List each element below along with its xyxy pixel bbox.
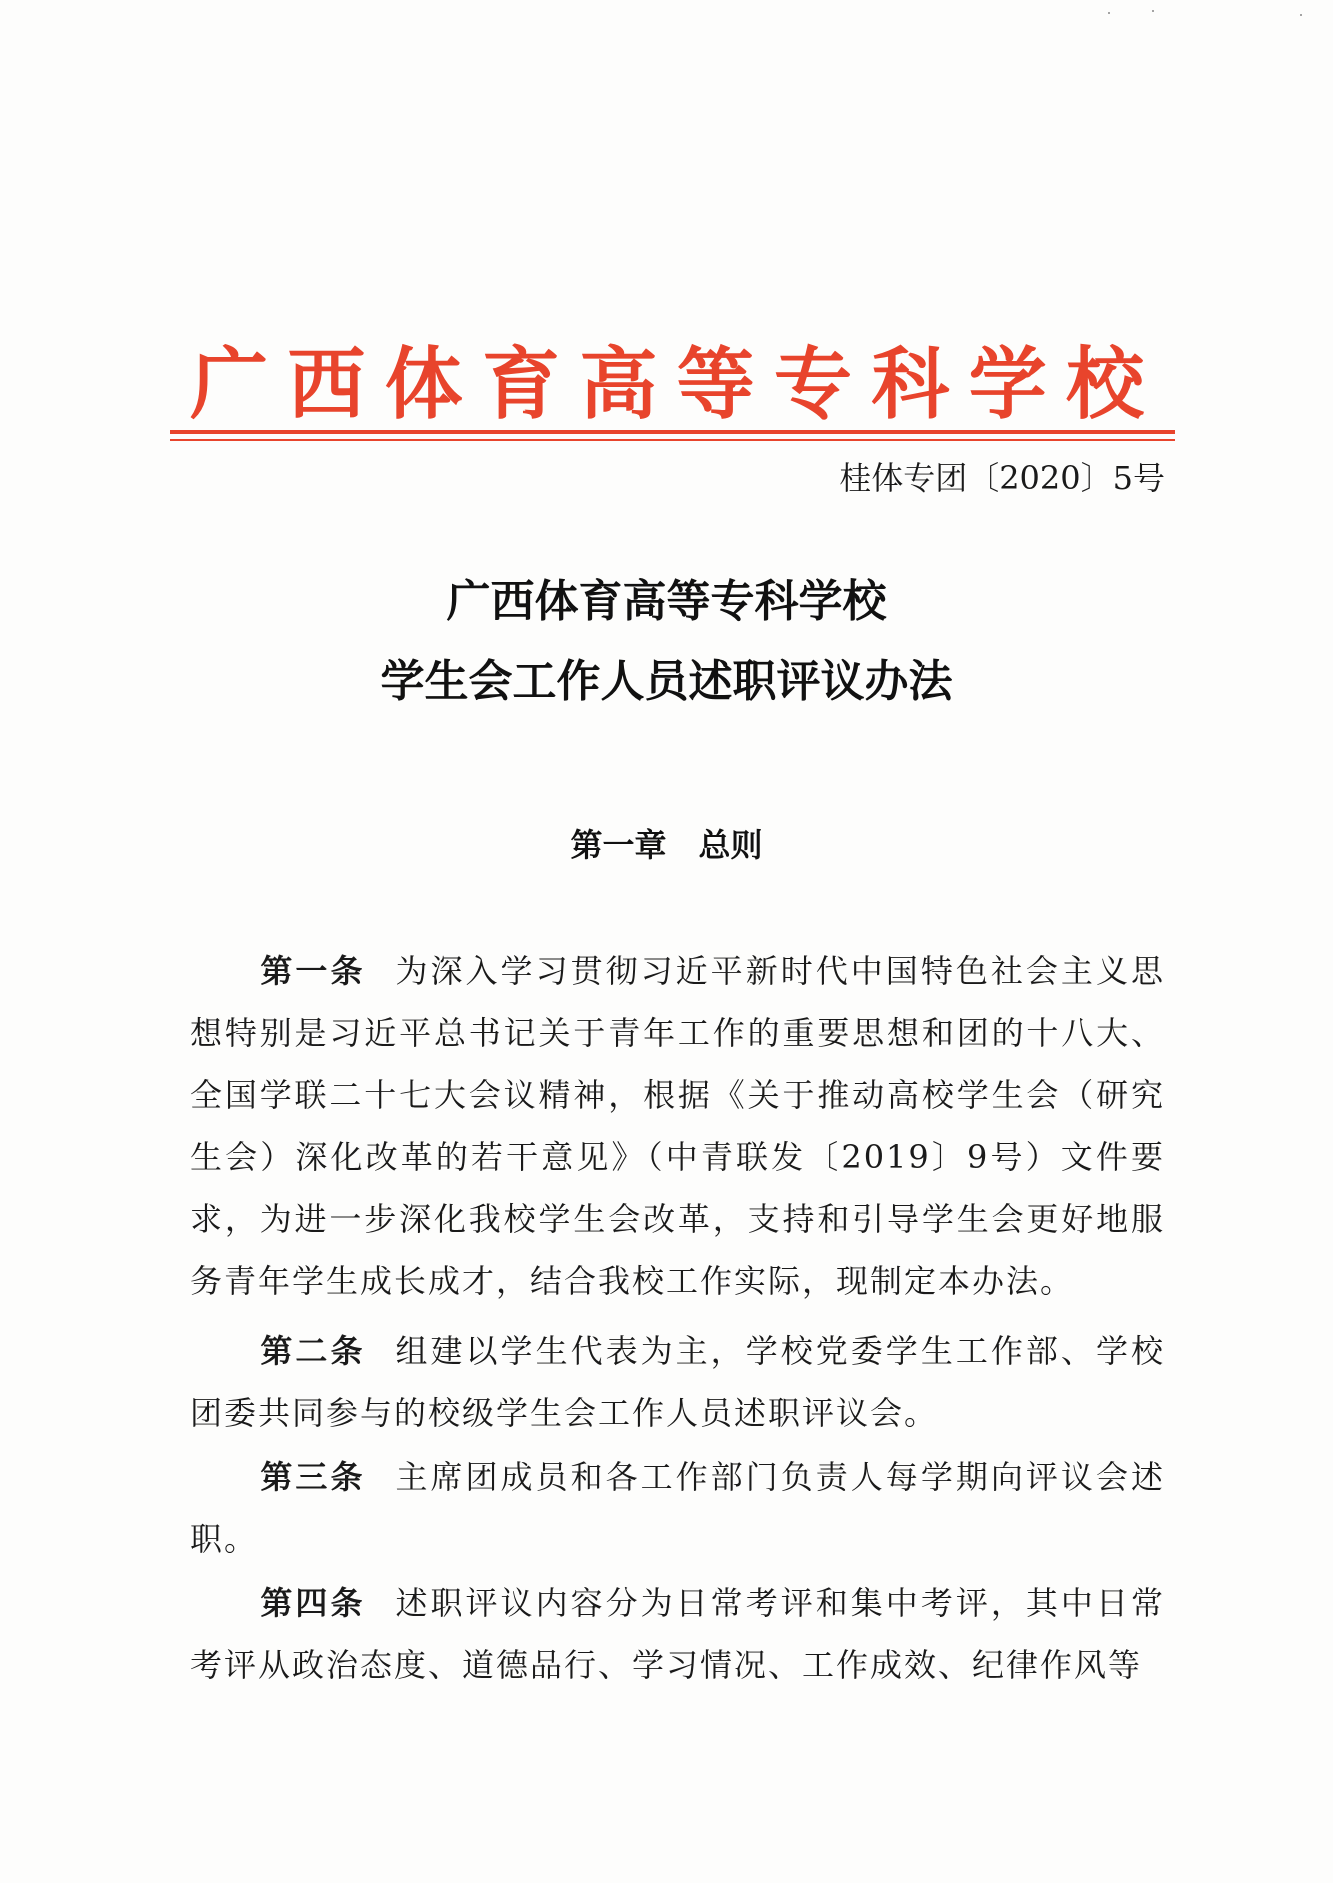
letterhead-red-rule-thin xyxy=(170,439,1175,441)
article-text: 述职评议内容分为日常考评和集中考评，其中日常考评从政治态度、道德品行、学习情况、工作成效、纪律作风等 xyxy=(190,1584,1165,1684)
article-text: 主席团成员和各工作部门负责人每学期向评议会述职。 xyxy=(190,1458,1165,1558)
scan-speck xyxy=(1108,12,1110,14)
document-title-line-2: 学生会工作人员述职评议办法 xyxy=(380,656,953,707)
article-text: 组建以学生代表为主，学校党委学生工作部、学校团委共同参与的校级学生会工作人员述职评议会。 xyxy=(190,1332,1165,1432)
scan-speck xyxy=(1300,14,1302,16)
article-2 xyxy=(190,1320,1165,1444)
document-number: 桂体专团〔2020〕5号 xyxy=(839,459,1165,497)
article-1 xyxy=(190,940,1165,1312)
article-4 xyxy=(190,1572,1165,1696)
document-title-line-1: 广西体育高等专科学校 xyxy=(446,576,887,627)
letterhead-red-rule xyxy=(170,430,1175,434)
article-label: 第四条 xyxy=(260,1584,366,1622)
letterhead xyxy=(170,330,1170,440)
article-text: 为深入学习贯彻习近平新时代中国特色社会主义思想特别是习近平总书记关于青年工作的重要思想和团的十八大、全国学联二十七大会议精神，根据《关于推动高校学生会（研究生会）深化改革的若干意见》（中青联发〔2019〕9号）文件要求，为进一步深化我校学生会改革，支持和引导学生会更好地服务青年学生成长成才，结合我校工作实际，现制定本办法。 xyxy=(190,952,1165,1300)
chapter-heading: 第一章 总则 xyxy=(570,826,763,864)
scan-speck xyxy=(1152,10,1154,12)
article-label: 第二条 xyxy=(260,1332,366,1370)
letterhead-org-name: 广西体育高等专科学校 xyxy=(190,339,1150,430)
article-label: 第一条 xyxy=(260,952,366,990)
article-label: 第三条 xyxy=(260,1458,366,1496)
article-3 xyxy=(190,1446,1165,1570)
